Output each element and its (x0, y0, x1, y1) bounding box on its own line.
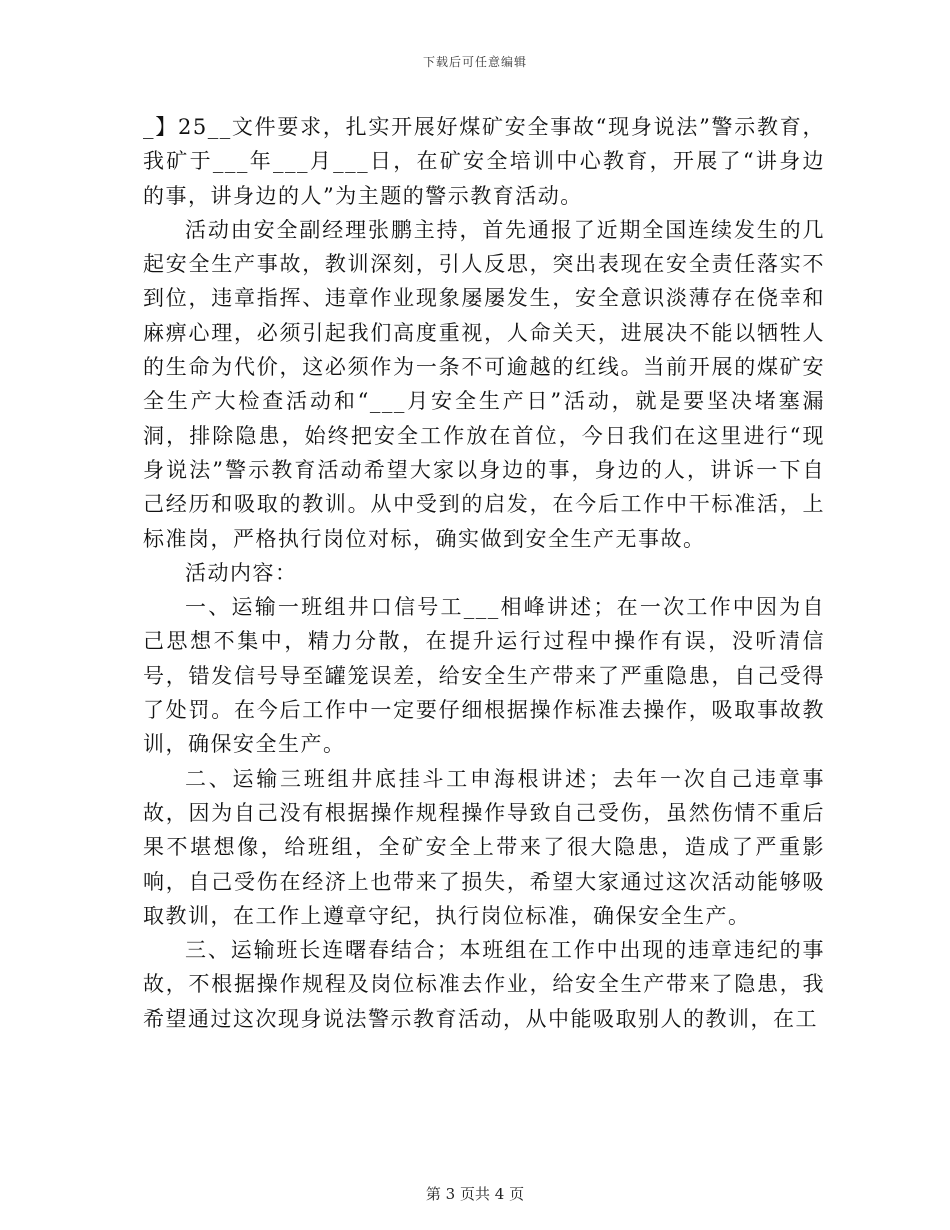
page-header: 下载后可任意编辑 (422, 55, 527, 69)
paragraph-activity-content-heading: 活动内容： (185, 560, 298, 585)
page-footer: 第 3 页共 4 页 (425, 1185, 525, 1203)
paragraph-activity-host: 活动由安全副经理张鹏主持，首先通报了近期全国连续发生的几起安全生产事故，教训深刻，引人反思，突出表现在安全责任落实不到位，违章指挥、违章作业现象屡屡发生，安全意识淡薄存在侥幸和麻痹心理，必须引起我们高度重视，人命关天，进展决不能以牺牲人的生命为代价，这必须作为一条不可逾越的红线。当前开展的煤矿安全生产大检查活动和“___月安全生产日”活动，就是要坚决堵塞漏洞，排除隐患，始终把安全工作放在首位，今日我们在这里进行“现身说法”警示教育活动希望大家以身边的事，身边的人，讲诉一下自己经历和吸取的教训。从中受到的启发，在今后工作中干标准活，上标准岗，严格执行岗位对标，确实做到安全生产无事故。 (143, 217, 825, 551)
paragraph-item-one: 一、运输一班组井口信号工___相峰讲述；在一次工作中因为自己思想不集中，精力分散，在提升运行过程中操作有误，没听清信号，错发信号导至罐笼误差，给安全生产带来了严重隐患，自己受得了处罚。在今后工作中一定要仔细根据操作标准去操作，吸取事故教训，确保安全生产。 (143, 595, 825, 757)
paragraph-intro: _】25__文件要求，扎实开展好煤矿安全事故“现身说法”警示教育，我矿于___年___月___日，在矿安全培训中心教育，开展了“讲身边的事，讲身边的人”为主题的警示教育活动。 (143, 115, 825, 208)
document-body (143, 110, 825, 1036)
paragraph-item-two: 二、运输三班组井底挂斗工申海根讲述；去年一次自己违章事故，因为自己没有根据操作规程操作导致自己受伤，虽然伤情不重后果不堪想像，给班组，全矿安全上带来了很大隐患，造成了严重影响，自己受伤在经济上也带来了损失，希望大家通过这次活动能够吸取教训，在工作上遵章守纪，执行岗位标准，确保安全生产。 (143, 766, 825, 928)
paragraph-item-three: 三、运输班长连曙春结合；本班组在工作中出现的违章违纪的事故，不根据操作规程及岗位标准去作业，给安全生产带来了隐患，我希望通过这次现身说法警示教育活动，从中能吸取别人的教训，在工 (143, 938, 825, 1031)
